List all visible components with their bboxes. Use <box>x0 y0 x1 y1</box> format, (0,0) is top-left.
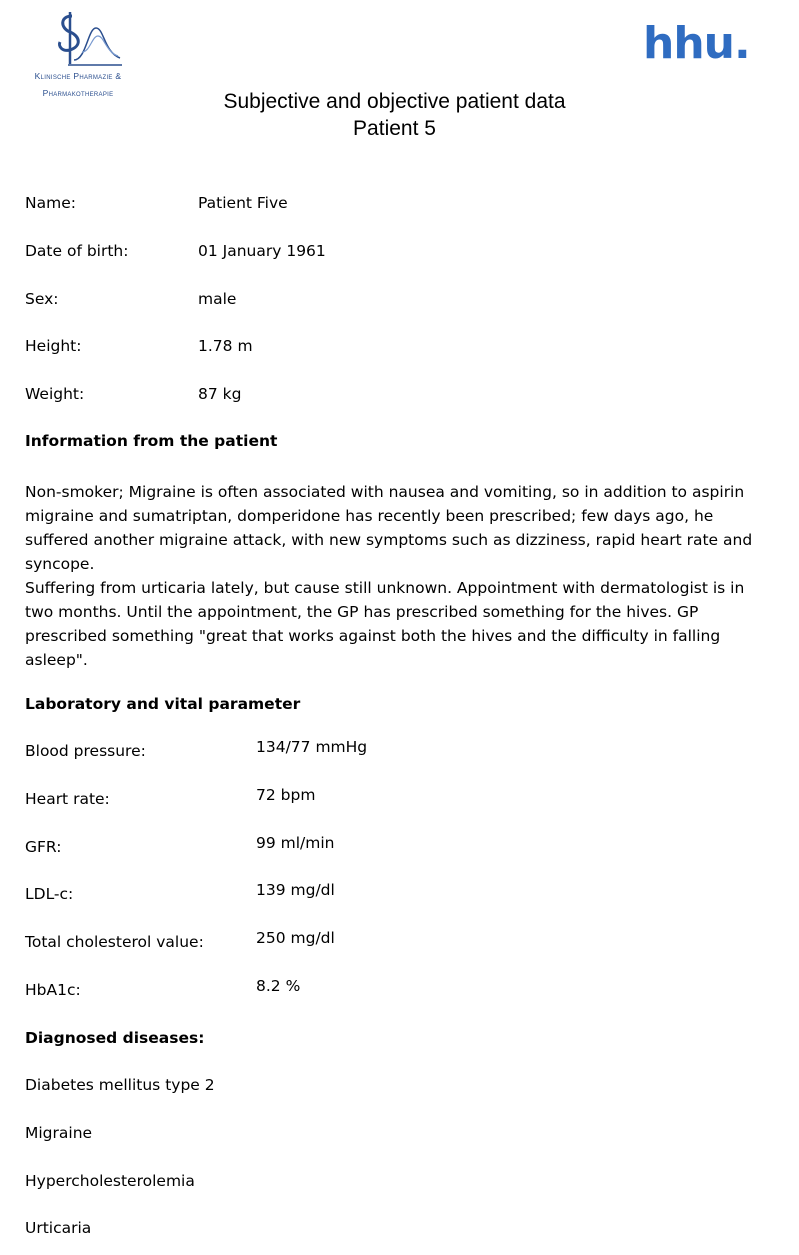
personal-row-dob <box>25 242 326 260</box>
personal-row-height <box>25 337 253 355</box>
lab-label-blood-pressure: Blood pressure: <box>25 742 146 760</box>
field-value: 1.78 m <box>198 337 253 355</box>
field-label: Sex: <box>25 290 59 308</box>
disease-item: Migraine <box>25 1124 93 1142</box>
field-label: Height: <box>25 337 82 355</box>
section-heading-patient-info: Information from the patient <box>25 432 278 450</box>
lab-value-total-cholesterol: 250 mg/dl <box>256 929 335 947</box>
lab-label-total-cholesterol: Total cholesterol value: <box>25 933 204 951</box>
hhu-logo: hhu. <box>643 18 750 69</box>
patient-info-paragraph-2: Suffering from urticaria lately, but cause still unknown. Appointment with dermatologist is in two months. Until the appointment, the GP has prescribed something for the hives. GP prescribed something "great that works against both the hives and the difficulty in falling asleep". <box>25 579 745 669</box>
lab-label-gfr: GFR: <box>25 838 62 856</box>
disease-item: Diabetes mellitus type 2 <box>25 1076 215 1094</box>
personal-row-name <box>25 194 288 212</box>
field-value: Patient Five <box>198 194 288 212</box>
lab-label-hba1c: HbA1c: <box>25 981 81 999</box>
patient-info-paragraph-1: Non-smoker; Migraine is often associated with nausea and vomiting, so in addition to aspirin migraine and sumatriptan, domperidone has recently been prescribed; few days ago, he suffered another migraine attack, with new symptoms such as dizziness, rapid heart rate and syncope. <box>25 483 753 573</box>
logo-text-line2: Pharmakotherapie <box>42 88 114 98</box>
field-value: 87 kg <box>198 385 242 403</box>
lab-label-ldl: LDL-c: <box>25 885 74 903</box>
lab-value-gfr: 99 ml/min <box>256 834 335 852</box>
institute-logo <box>18 8 138 103</box>
page-title: Subjective and objective patient data <box>223 90 566 113</box>
field-label: Date of birth: <box>25 242 129 260</box>
logo-text-line1: Klinische Pharmazie & <box>34 71 122 81</box>
lab-value-ldl: 139 mg/dl <box>256 881 335 899</box>
field-value: male <box>198 290 237 308</box>
field-label: Weight: <box>25 385 85 403</box>
lab-label-heart-rate: Heart rate: <box>25 790 110 808</box>
lab-value-heart-rate: 72 bpm <box>256 786 316 804</box>
field-label: Name: <box>25 194 76 212</box>
disease-item: Hypercholesterolemia <box>25 1172 195 1190</box>
personal-row-sex <box>25 290 237 308</box>
section-heading-diseases: Diagnosed diseases: <box>25 1029 205 1047</box>
field-value: 01 January 1961 <box>198 242 326 260</box>
page-subtitle: Patient 5 <box>353 117 436 140</box>
section-heading-lab: Laboratory and vital parameter <box>25 695 301 713</box>
lab-value-hba1c: 8.2 % <box>256 977 301 995</box>
disease-item: Urticaria <box>25 1219 92 1237</box>
lab-value-blood-pressure: 134/77 mmHg <box>256 738 368 756</box>
caduceus-curve-icon <box>52 12 124 68</box>
personal-row-weight <box>25 385 242 403</box>
